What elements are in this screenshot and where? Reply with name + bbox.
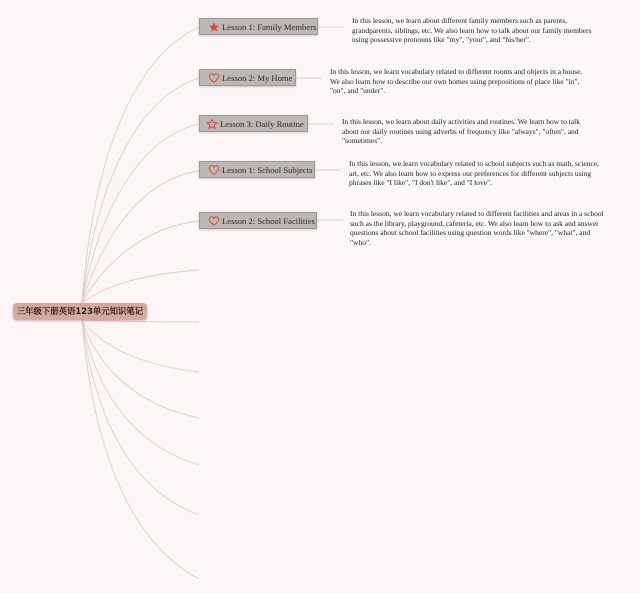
connector-branch-9 — [82, 320, 199, 418]
lesson-title: Lesson 1: Family Members — [222, 21, 317, 32]
lesson-description: In this lesson, we learn vocabulary related to school subjects such as math, science, art, etc. We also learn how to express our preferences for different subjects using phrases like "I like", "I don't like", and "I love". — [349, 159, 599, 188]
connector-branch-7 — [82, 320, 199, 322]
connector-branch-5 — [82, 221, 199, 303]
filled-star-icon — [208, 21, 220, 33]
lesson-node-family-members[interactable] — [199, 18, 318, 35]
heart-icon — [208, 72, 220, 84]
lesson-title: Lesson 1: School Subjects — [222, 164, 313, 175]
lesson-node-school-facilities[interactable] — [199, 212, 317, 229]
lesson-title: Lesson 3: Daily Routine — [220, 118, 304, 129]
lesson-description: In this lesson, we learn about daily activities and routines. We learn how to talk about our daily routines using adverbs of frequency like "always", "often", and "sometimes". — [342, 117, 580, 146]
connector-branch-10 — [82, 320, 199, 465]
lesson-node-my-home[interactable] — [199, 69, 296, 86]
connector-branch-6 — [82, 270, 199, 303]
lesson-description: In this lesson, we learn about different family members such as parents, grandparents, siblings, etc. We also learn how to talk about our family members using possessive pronouns like "my", "your", and "his/her". — [352, 16, 592, 45]
connector-branch-11 — [82, 320, 199, 515]
lesson-title: Lesson 2: School Facilities — [222, 215, 315, 226]
star-outline-icon — [206, 118, 218, 130]
connector-branch-8 — [82, 320, 199, 372]
connector-branch-2 — [82, 78, 199, 303]
lesson-node-daily-routine[interactable] — [199, 115, 308, 132]
connector-branch-1 — [82, 27, 199, 303]
heart-icon — [208, 215, 220, 227]
root-topic[interactable]: 三年级下册英语123单元知识笔记 — [13, 303, 147, 320]
heart-icon — [208, 164, 220, 176]
lesson-description: In this lesson, we learn vocabulary related to different facilities and areas in a school such as the library, playground, cafeteria, etc. We also learn how to ask and answer questions about school facilities using question words like "where", "what", and "who". — [350, 209, 604, 247]
lesson-node-school-subjects[interactable] — [199, 161, 315, 178]
lesson-description: In this lesson, we learn vocabulary related to different rooms and objects in a house. We also learn how to describe our own homes using prepositions of place like "in", "on", and "under". — [330, 67, 583, 96]
lesson-title: Lesson 2: My Home — [222, 72, 293, 83]
